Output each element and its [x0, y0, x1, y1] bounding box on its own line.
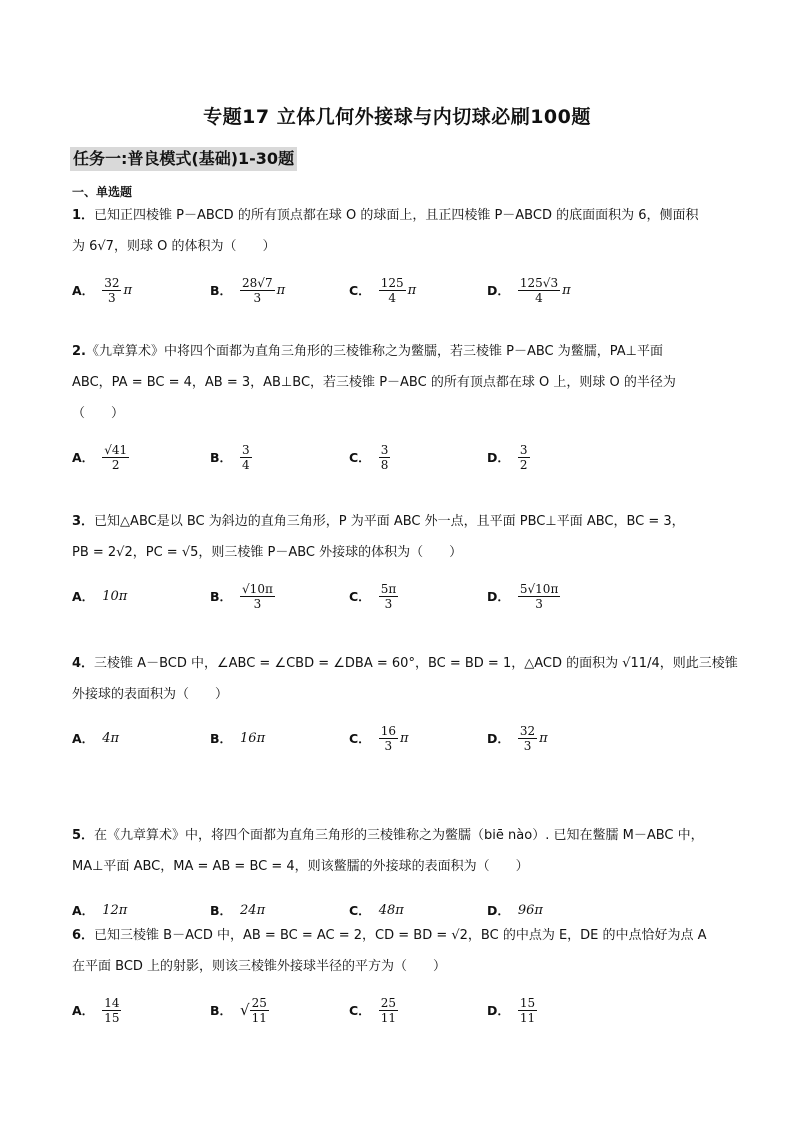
option-suffix: π [276, 282, 286, 298]
fraction-denominator: 3 [253, 596, 262, 611]
option-suffix: π [399, 730, 409, 746]
question-text-line [72, 342, 663, 362]
fraction-numerator: 125 [380, 275, 404, 290]
question-text-line [72, 404, 124, 424]
fraction [240, 582, 275, 611]
fraction-denominator: 3 [384, 738, 393, 753]
question-text: 已知△ABC是以 BC 为斜边的直角三角形，P 为平面 ABC 外一点，且平面 PBC⊥平面 ABC，BC = 3， [94, 514, 685, 529]
question-text: 已知三棱锥 B－ACD 中，AB = BC = AC = 2，CD = BD = √2，BC 的中点为 E，DE 的中点恰好为点 A [94, 928, 707, 943]
option-label: B． [210, 589, 233, 604]
question-number: 6． [72, 928, 95, 943]
option-d [487, 718, 548, 758]
option-b [210, 437, 252, 477]
fraction-denominator: 3 [253, 290, 262, 305]
fraction [518, 996, 537, 1025]
option-a [72, 718, 119, 758]
option-c [349, 718, 409, 758]
option-suffix: π [407, 282, 417, 298]
fraction-numerator: 3 [519, 442, 528, 457]
fraction-numerator: 32 [519, 723, 536, 738]
option-label: C． [349, 903, 371, 918]
fraction-denominator: 15 [104, 1010, 120, 1025]
fraction-denominator: 4 [535, 290, 543, 305]
option-d [487, 270, 571, 310]
fraction-numerator: 16 [380, 723, 396, 738]
fraction [240, 276, 275, 305]
fraction-denominator: 3 [384, 596, 393, 611]
question-text: PB = 2√2，PC = √5，则三棱锥 P－ABC 外接球的体积为（ ） [72, 545, 463, 560]
fraction-denominator: 2 [111, 457, 120, 472]
question-text: 外接球的表面积为（ ） [72, 687, 229, 702]
fraction [102, 276, 121, 305]
option-label: A． [72, 731, 95, 746]
fraction [379, 443, 391, 472]
option-label: B． [210, 450, 233, 465]
question-text: 《九章算术》中将四个面都为直角三角形的三棱锥称之为鳖臑，若三棱锥 P－ABC 为鳖臑，PA⊥平面 [85, 344, 663, 359]
fraction [102, 996, 121, 1025]
question-text: 在《九章算术》中，将四个面都为直角三角形的三棱锥称之为鳖臑（biē nào）. 已知在鳖臑 M－ABC 中， [94, 828, 704, 843]
fraction-numerator: √41 [104, 442, 128, 457]
option-a [72, 576, 127, 616]
question-text: （ ） [72, 406, 125, 421]
question-text: MA⊥平面 ABC，MA = AB = BC = 4，则该鳖臑的外接球的表面积为（ ） [72, 859, 529, 874]
option-label: D． [487, 731, 510, 746]
fraction-numerator: 5√10π [519, 581, 559, 596]
question-number: 3． [72, 514, 95, 529]
option-d [487, 437, 530, 477]
option-d [487, 576, 560, 616]
option-label: C． [349, 731, 371, 746]
option-label: B． [210, 903, 233, 918]
option-label: D． [487, 1003, 510, 1018]
option-label: B． [210, 1003, 233, 1018]
fraction [379, 724, 398, 753]
fraction-numerator: 15 [519, 995, 536, 1010]
option-a [72, 890, 127, 930]
fraction-denominator: 3 [108, 290, 116, 305]
question-text-line [72, 957, 446, 977]
option-suffix: π [562, 282, 571, 298]
option-d [487, 990, 537, 1030]
question-number: 5． [72, 828, 95, 843]
question-text-line [72, 857, 529, 877]
task-heading: 任务一:普良模式(基础)1-30题 [70, 147, 297, 171]
fraction-numerator: 28√7 [242, 275, 273, 290]
option-d [487, 890, 543, 930]
option-b [210, 576, 275, 616]
option-a [72, 270, 132, 310]
fraction [379, 582, 399, 611]
option-label: A． [72, 450, 95, 465]
fraction [518, 582, 560, 611]
option-value: 48π [378, 902, 404, 918]
option-b [210, 990, 269, 1030]
fraction [379, 276, 406, 305]
option-label: D． [487, 450, 510, 465]
question-text-line [72, 654, 738, 674]
option-label: D． [487, 283, 510, 298]
option-label: A． [72, 1003, 95, 1018]
option-c [349, 890, 404, 930]
option-c [349, 270, 416, 310]
option-label: D． [487, 903, 510, 918]
section-heading: 一、单选题 [72, 185, 133, 199]
fraction-numerator: 32 [104, 275, 120, 290]
fraction-denominator: 2 [519, 457, 528, 472]
fraction-denominator: 3 [523, 738, 532, 753]
option-c [349, 576, 398, 616]
fraction-numerator: 25 [251, 995, 267, 1010]
fraction-numerator: 5π [380, 581, 397, 596]
question-text-line [72, 685, 228, 705]
question-text: 三棱锥 A－BCD 中，∠ABC = ∠CBD = ∠DBA = 60°，BC = BD = 1，△ACD 的面积为 √11/4，则此三棱锥 [94, 656, 738, 671]
fraction-denominator: 8 [380, 457, 389, 472]
question-text: 为 6√7，则球 O 的体积为（ ） [72, 239, 276, 254]
question-text-line [72, 543, 462, 563]
option-label: C． [349, 450, 371, 465]
fraction-denominator: 4 [242, 457, 250, 472]
question-number: 4． [72, 656, 95, 671]
option-value: 24π [240, 902, 266, 918]
option-value: 96π [517, 902, 543, 918]
option-b [210, 890, 265, 930]
fraction-numerator: 25 [380, 995, 396, 1010]
fraction-numerator: 14 [104, 995, 120, 1010]
fraction-denominator: 11 [380, 1010, 396, 1025]
option-suffix: π [123, 282, 133, 298]
option-a [72, 437, 129, 477]
question-text-line [72, 826, 704, 846]
fraction [379, 996, 398, 1025]
option-label: C． [349, 1003, 371, 1018]
fraction [518, 443, 530, 472]
question-text-line [72, 926, 707, 946]
option-suffix: π [539, 730, 548, 746]
fraction [102, 443, 129, 472]
option-value: 16π [240, 730, 266, 746]
fraction [240, 443, 252, 472]
option-label: B． [210, 731, 233, 746]
option-a [72, 990, 121, 1030]
option-label: C． [349, 589, 371, 604]
option-label: D． [487, 589, 510, 604]
question-text: ABC，PA = BC = 4，AB = 3，AB⊥BC，若三棱锥 P－ABC 的所有顶点都在球 O 上，则球 O 的半径为 [72, 375, 676, 390]
option-label: C． [349, 283, 371, 298]
question-text-line [72, 206, 699, 226]
question-number: 1． [72, 208, 95, 223]
option-value: 12π [102, 902, 128, 918]
option-value: 4π [102, 730, 120, 746]
option-c [349, 437, 390, 477]
option-label: A． [72, 903, 95, 918]
question-text: 已知正四棱锥 P－ABCD 的所有顶点都在球 O 的球面上，且正四棱锥 P－ABCD 的底面面积为 6，侧面积 [94, 208, 699, 223]
option-c [349, 990, 398, 1030]
option-b [210, 718, 265, 758]
question-text-line [72, 237, 275, 257]
question-text-line [72, 373, 676, 393]
fraction-denominator: 11 [519, 1010, 536, 1025]
fraction [518, 724, 537, 753]
fraction-denominator: 3 [535, 596, 543, 611]
radical-sign: √ [240, 1001, 250, 1019]
question-text-line [72, 512, 685, 532]
question-text: 在平面 BCD 上的射影，则该三棱锥外接球半径的平方为（ ） [72, 959, 447, 974]
fraction-numerator: √10π [242, 581, 273, 596]
question-number: 2. [72, 344, 86, 359]
option-label: A． [72, 283, 95, 298]
fraction-numerator: 3 [242, 442, 250, 457]
option-b [210, 270, 285, 310]
fraction-denominator: 11 [251, 1010, 267, 1025]
fraction-numerator: 125√3 [519, 275, 559, 290]
fraction [250, 996, 269, 1025]
fraction-numerator: 3 [380, 442, 389, 457]
option-label: B． [210, 283, 233, 298]
fraction-denominator: 4 [388, 290, 396, 305]
fraction [518, 276, 560, 305]
page-title: 专题17 立体几何外接球与内切球必刷100题 [203, 106, 591, 128]
option-label: A． [72, 589, 95, 604]
option-value: 10π [102, 588, 128, 604]
